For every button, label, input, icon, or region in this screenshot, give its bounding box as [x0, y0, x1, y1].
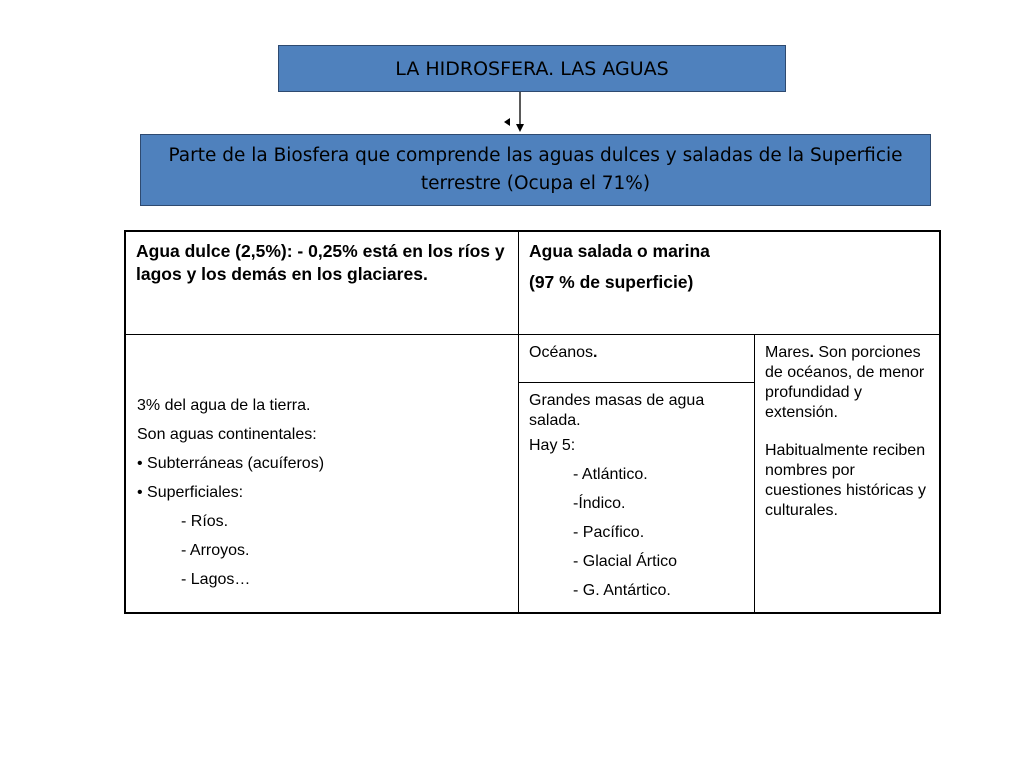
- oceans-label-cell: [519, 334, 755, 382]
- oceans-label-dot: .: [593, 343, 598, 361]
- fresh-line: 3% del agua de la tierra.: [137, 396, 311, 414]
- small-arrowhead-icon: [504, 118, 510, 126]
- definition-box: [140, 134, 931, 206]
- definition-text: Parte de la Biosfera que comprende las aguas dulces y saladas de la Superficie terrestre (Ocupa el 71%): [168, 145, 903, 194]
- fresh-line: Son aguas continentales:: [137, 425, 317, 443]
- fresh-water-body: [125, 334, 519, 613]
- ocean-item: - G. Antártico.: [573, 581, 671, 599]
- seas-label: Mares: [765, 343, 810, 361]
- fresh-line: - Arroyos.: [181, 541, 250, 559]
- salt-water-header: [519, 231, 941, 334]
- fresh-line: • Subterráneas (acuíferos): [137, 454, 325, 472]
- water-table: [124, 230, 941, 614]
- fresh-line: • Superficiales:: [137, 483, 244, 501]
- oceans-body-cell: [519, 382, 755, 613]
- salt-water-header-title: Agua salada o marina: [529, 241, 710, 261]
- ocean-item: - Glacial Ártico: [573, 552, 678, 570]
- fresh-line: - Ríos.: [181, 512, 229, 530]
- oceans-count: Hay 5:: [529, 436, 576, 454]
- fresh-water-header-text: Agua dulce (2,5%): - 0,25% está en los ríos y lagos y los demás en los glaciares.: [136, 241, 505, 284]
- fresh-line: - Lagos…: [181, 570, 251, 588]
- ocean-item: -Índico.: [573, 494, 626, 512]
- seas-cell: [755, 334, 941, 613]
- seas-desc: Son porciones de océanos, de menor profundidad y extensión.: [765, 343, 925, 421]
- salt-water-header-percent: (97 % de superficie): [529, 272, 694, 292]
- page-title: LA HIDROSFERA. LAS AGUAS: [395, 57, 669, 80]
- fresh-water-header: [125, 231, 519, 334]
- title-box: [278, 45, 786, 92]
- seas-label-dot: .: [809, 343, 814, 361]
- seas-note: Habitualmente reciben nombres por cuestiones históricas y culturales.: [765, 441, 926, 519]
- oceans-label: Océanos: [529, 343, 594, 361]
- ocean-item: - Pacífico.: [573, 523, 645, 541]
- oceans-desc: Grandes masas de agua salada.: [529, 391, 705, 429]
- ocean-item: - Atlántico.: [573, 465, 648, 483]
